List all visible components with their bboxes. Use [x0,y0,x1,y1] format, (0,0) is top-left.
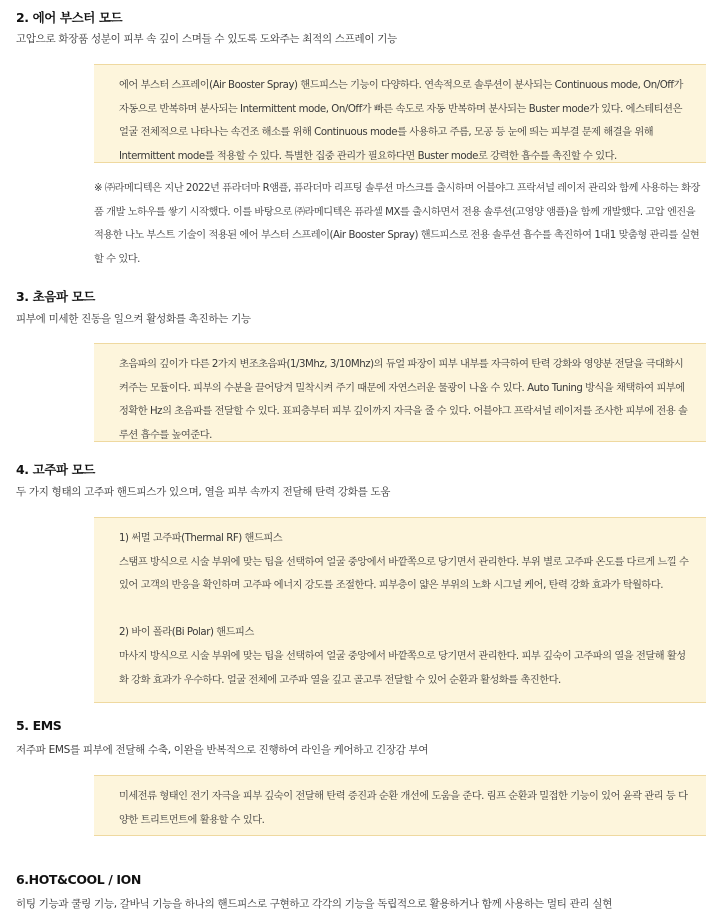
section-title-hot-cool-ion: 6.HOT&COOL / ION [16,872,141,887]
section-subtitle-hot-cool-ion: 히팅 기능과 쿨링 기능, 갈바닉 기능을 하나의 핸드피스로 구현하고 각각의 기능을 독립적으로 활용하거나 함께 사용하는 멀티 관리 실현 [16,898,613,910]
section-subtitle-ems: 저주파 EMS를 피부에 전달해 수축, 이완을 반복적으로 진행하여 라인을 케어하고 긴장감 부여 [16,744,429,756]
section-title-ultrasound: 3. 초음파 모드 [16,289,95,304]
info-box-ems [94,775,706,836]
section-subtitle-ultrasound: 피부에 미세한 진동을 일으켜 활성화를 촉진하는 기능 [16,313,251,325]
info-box-text: 에어 부스터 스프레이(Air Booster Spray) 핸드피스는 기능이 다양하다. 연속적으로 솔루션이 분사되는 Continuous mode, On/Off가 자동으로 반복하며 분사되는 Intermittent mode, On/Off가 빠른 속도로 자동 반복하며 분사되는 Buster mode가 있다. 에스테티션은 얼굴 전체적으로 나타나는 속건조 해소를 위해 Continuous mode를 사용하고 주름, 모공 등 눈에 띄는 피부결 문제 해결을 위해 Intermittent mode를 적용할 수 있다. 특별한 집중 관리가 필요하다면 Buster mode로 강력한 흡수를 촉진할 수 있다. [119,80,683,162]
info-box-heading-thermal-rf: 1) 써멀 고주파(Thermal RF) 핸드피스 [119,533,283,544]
info-box-text-thermal-rf: 스탬프 방식으로 시술 부위에 맞는 팁을 선택하여 얼굴 중앙에서 바깥쪽으로 당기면서 관리한다. 부위 별로 고주파 온도를 다르게 느낄 수 있어 고객의 반응을 확인하며 고주파 에너지 강도를 조절한다. 피부층이 얇은 부위의 노화 시그널 케어, 탄력 강화 효과가 탁월하다. [119,556,689,592]
info-box-air-booster [94,64,706,163]
section-title-ems: 5. EMS [16,718,62,733]
section-subtitle-rf: 두 가지 형태의 고주파 핸드피스가 있으며, 열을 피부 속까지 전달해 탄력 강화를 도움 [16,486,391,498]
section-title-air-booster: 2. 에어 부스터 모드 [16,10,123,25]
section-title-rf: 4. 고주파 모드 [16,462,95,477]
info-box-heading-bipolar: 2) 바이 폴라(Bi Polar) 핸드피스 [119,627,254,639]
note-text-lamedtech: ※ ㈜라메디텍은 지난 2022년 퓨라더마 R앰플, 퓨라더마 리프팅 솔루션 마스크를 출시하며 어블야그 프락셔널 레이저 관리와 함께 사용하는 화장품 개발 노하우를 쌓기 시작했다. 이를 바탕으로 ㈜라메디텍은 퓨라셀 MX를 출시하면서 전용 솔루션(고영양 앰플)을 함께 개발했다. 고압 엔진을 적용한 나노 부스트 기술이 적용된 에어 부스터 스프레이(Air Booster Spray) 핸드피스로 전용 솔루션 흡수를 촉진하여 1대1 맞춤형 관리를 실현할 수 있다. [94,183,700,265]
spacer [119,598,692,622]
info-box-rf [94,517,706,703]
section-subtitle-air-booster: 고압으로 화장품 성분이 피부 속 깊이 스며들 수 있도록 도와주는 최적의 스프레이 기능 [16,33,397,45]
info-box-ultrasound [94,343,706,442]
info-box-text: 미세전류 형태인 전기 자극을 피부 깊숙이 전달해 탄력 증진과 순환 개선에 도움을 준다. 림프 순환과 밀접한 기능이 있어 윤곽 관리 등 다양한 트리트먼트에 활용할 수 있다. [119,791,688,826]
info-box-text-bipolar: 마사지 방식으로 시술 부위에 맞는 팁을 선택하여 얼굴 중앙에서 바깥쪽으로 당기면서 관리한다. 피부 깊숙이 고주파의 열을 전달해 활성화 강화 효과가 우수하다. 얼굴 전체에 고주파 열을 깊고 골고루 전달할 수 있어 순환과 활성화를 촉진한다. [119,650,686,686]
info-box-text: 초음파의 깊이가 다른 2가지 변조초음파(1/3Mhz, 3/10Mhz)의 듀얼 파장이 피부 내부를 자극하여 탄력 강화와 영양분 전달을 극대화시켜주는 모듈이다. 피부의 수분을 끌어당겨 밀착시켜 주기 때문에 자연스러운 물광이 나올 수 있다. Auto Tuning 방식을 채택하여 피부에 정확한 Hz의 초음파를 전달할 수 있다. 표피층부터 피부 깊이까지 자극을 줄 수 있다. 어블야그 프락셔널 레이저를 조사한 피부에 전용 솔루션 흡수를 높여준다. [119,359,688,441]
